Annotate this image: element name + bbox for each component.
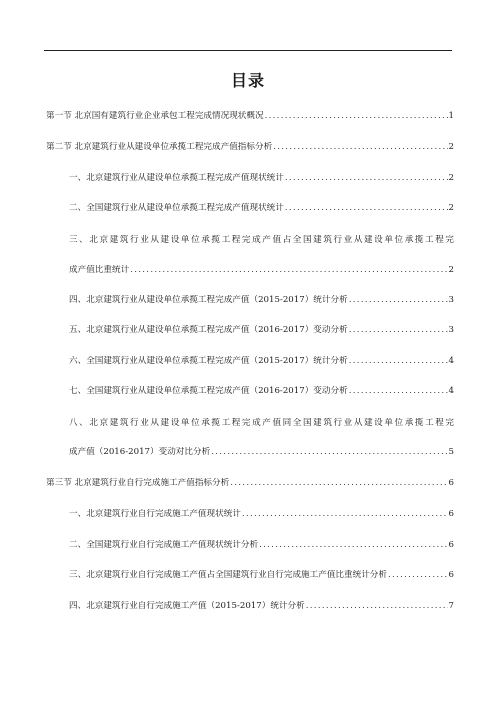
toc-entry-text: 六、全国建筑行业从建设单位承揽工程完成产值（2015-2017）统计分析 bbox=[69, 356, 348, 366]
toc-leader-dots bbox=[349, 356, 448, 367]
toc-entry-text: 三、北京建筑行业自行完成施工产值占全国建筑行业自行完成施工产值比重统计分析 bbox=[69, 570, 387, 580]
toc-leader-dots bbox=[306, 601, 448, 612]
toc-entry-section-3[interactable] bbox=[46, 478, 454, 489]
toc-page-number: 6 bbox=[448, 570, 454, 580]
toc-entry-text-line-1: 三、北京建筑行业从建设单位承揽工程完成产值占全国建筑行业从建设单位承揽工程完 bbox=[69, 235, 454, 245]
toc-page-number: 3 bbox=[448, 325, 454, 335]
toc-entry-text: 成产值（2016-2017）变动对比分析 bbox=[69, 447, 211, 457]
toc-leader-dots bbox=[388, 570, 448, 581]
toc-entry-text: 成产值比重统计 bbox=[69, 265, 130, 275]
toc-entry-text: 二、全国建筑行业从建设单位承揽工程完成产值现状统计 bbox=[69, 203, 284, 213]
toc-entry-2-8-continued[interactable] bbox=[69, 447, 454, 458]
toc-entry-2-2[interactable] bbox=[69, 203, 454, 214]
toc-leader-dots bbox=[273, 142, 447, 153]
toc-entry-2-4[interactable] bbox=[69, 295, 454, 306]
toc-leader-dots bbox=[285, 173, 448, 184]
toc-page-number: 2 bbox=[448, 203, 454, 213]
toc-entry-section-2[interactable] bbox=[46, 142, 454, 153]
toc-entry-text: 二、全国建筑行业自行完成施工产值现状统计分析 bbox=[69, 540, 259, 550]
toc-leader-dots bbox=[259, 540, 447, 551]
toc-entry-2-1[interactable] bbox=[69, 173, 454, 184]
toc-entry-2-7[interactable] bbox=[69, 386, 454, 397]
toc-entry-text: 第三节 北京建筑行业自行完成施工产值指标分析 bbox=[46, 478, 230, 488]
toc-leader-dots bbox=[211, 447, 447, 458]
toc-page-number: 1 bbox=[448, 111, 454, 121]
toc-page-number: 7 bbox=[448, 601, 454, 611]
toc-leader-dots bbox=[130, 265, 447, 276]
toc-entry-3-2[interactable] bbox=[69, 540, 454, 551]
toc-page-number: 4 bbox=[448, 386, 454, 396]
toc-entry-text: 一、北京建筑行业自行完成施工产值现状统计 bbox=[69, 509, 241, 519]
toc-entry-text: 一、北京建筑行业从建设单位承揽工程完成产值现状统计 bbox=[69, 173, 284, 183]
toc-title: 目录 bbox=[230, 71, 265, 90]
toc-leader-dots bbox=[349, 386, 448, 397]
toc-page-number: 2 bbox=[448, 173, 454, 183]
toc-entry-2-3[interactable] bbox=[69, 235, 454, 246]
toc-leader-dots bbox=[285, 203, 448, 214]
toc-page-number: 2 bbox=[448, 142, 454, 152]
toc-entry-2-5[interactable] bbox=[69, 325, 454, 336]
toc-entry-2-8[interactable] bbox=[69, 418, 454, 429]
toc-entry-text-line-1: 八、北京建筑行业从建设单位承揽工程完成产值同全国建筑行业从建设单位承揽工程完 bbox=[69, 418, 454, 428]
toc-page-number: 2 bbox=[448, 265, 454, 275]
toc-entry-3-3[interactable] bbox=[69, 570, 454, 581]
toc-leader-dots bbox=[265, 111, 448, 122]
toc-entry-2-3-continued[interactable] bbox=[69, 265, 454, 276]
toc-entry-3-1[interactable] bbox=[69, 509, 454, 520]
toc-leader-dots bbox=[242, 509, 448, 520]
toc-entry-text: 四、北京建筑行业从建设单位承揽工程完成产值（2015-2017）统计分析 bbox=[69, 295, 348, 305]
toc-entry-2-6[interactable] bbox=[69, 356, 454, 367]
toc-page-number: 6 bbox=[448, 540, 454, 550]
toc-page-number: 6 bbox=[448, 509, 454, 519]
toc-entry-section-1[interactable] bbox=[46, 111, 454, 122]
toc-page-number: 6 bbox=[448, 478, 454, 488]
toc-page-number: 3 bbox=[448, 295, 454, 305]
toc-entry-text: 第一节 北京国有建筑行业企业承包工程完成情况现状概况 bbox=[46, 111, 264, 121]
toc-page-number: 4 bbox=[448, 356, 454, 366]
toc-entry-text: 七、全国建筑行业从建设单位承揽工程完成产值（2016-2017）变动分析 bbox=[69, 386, 348, 396]
toc-entry-text: 四、北京建筑行业自行完成施工产值（2015-2017）统计分析 bbox=[69, 601, 305, 611]
toc-entry-3-4[interactable] bbox=[69, 601, 454, 612]
toc-page-number: 5 bbox=[448, 447, 454, 457]
toc-entry-text: 第二节 北京建筑行业从建设单位承揽工程完成产值指标分析 bbox=[46, 142, 273, 152]
toc-leader-dots bbox=[230, 478, 447, 489]
header-rule bbox=[44, 50, 452, 51]
toc-leader-dots bbox=[349, 325, 448, 336]
toc-leader-dots bbox=[349, 295, 448, 306]
toc-entry-text: 五、北京建筑行业从建设单位承揽工程完成产值（2016-2017）变动分析 bbox=[69, 325, 348, 335]
